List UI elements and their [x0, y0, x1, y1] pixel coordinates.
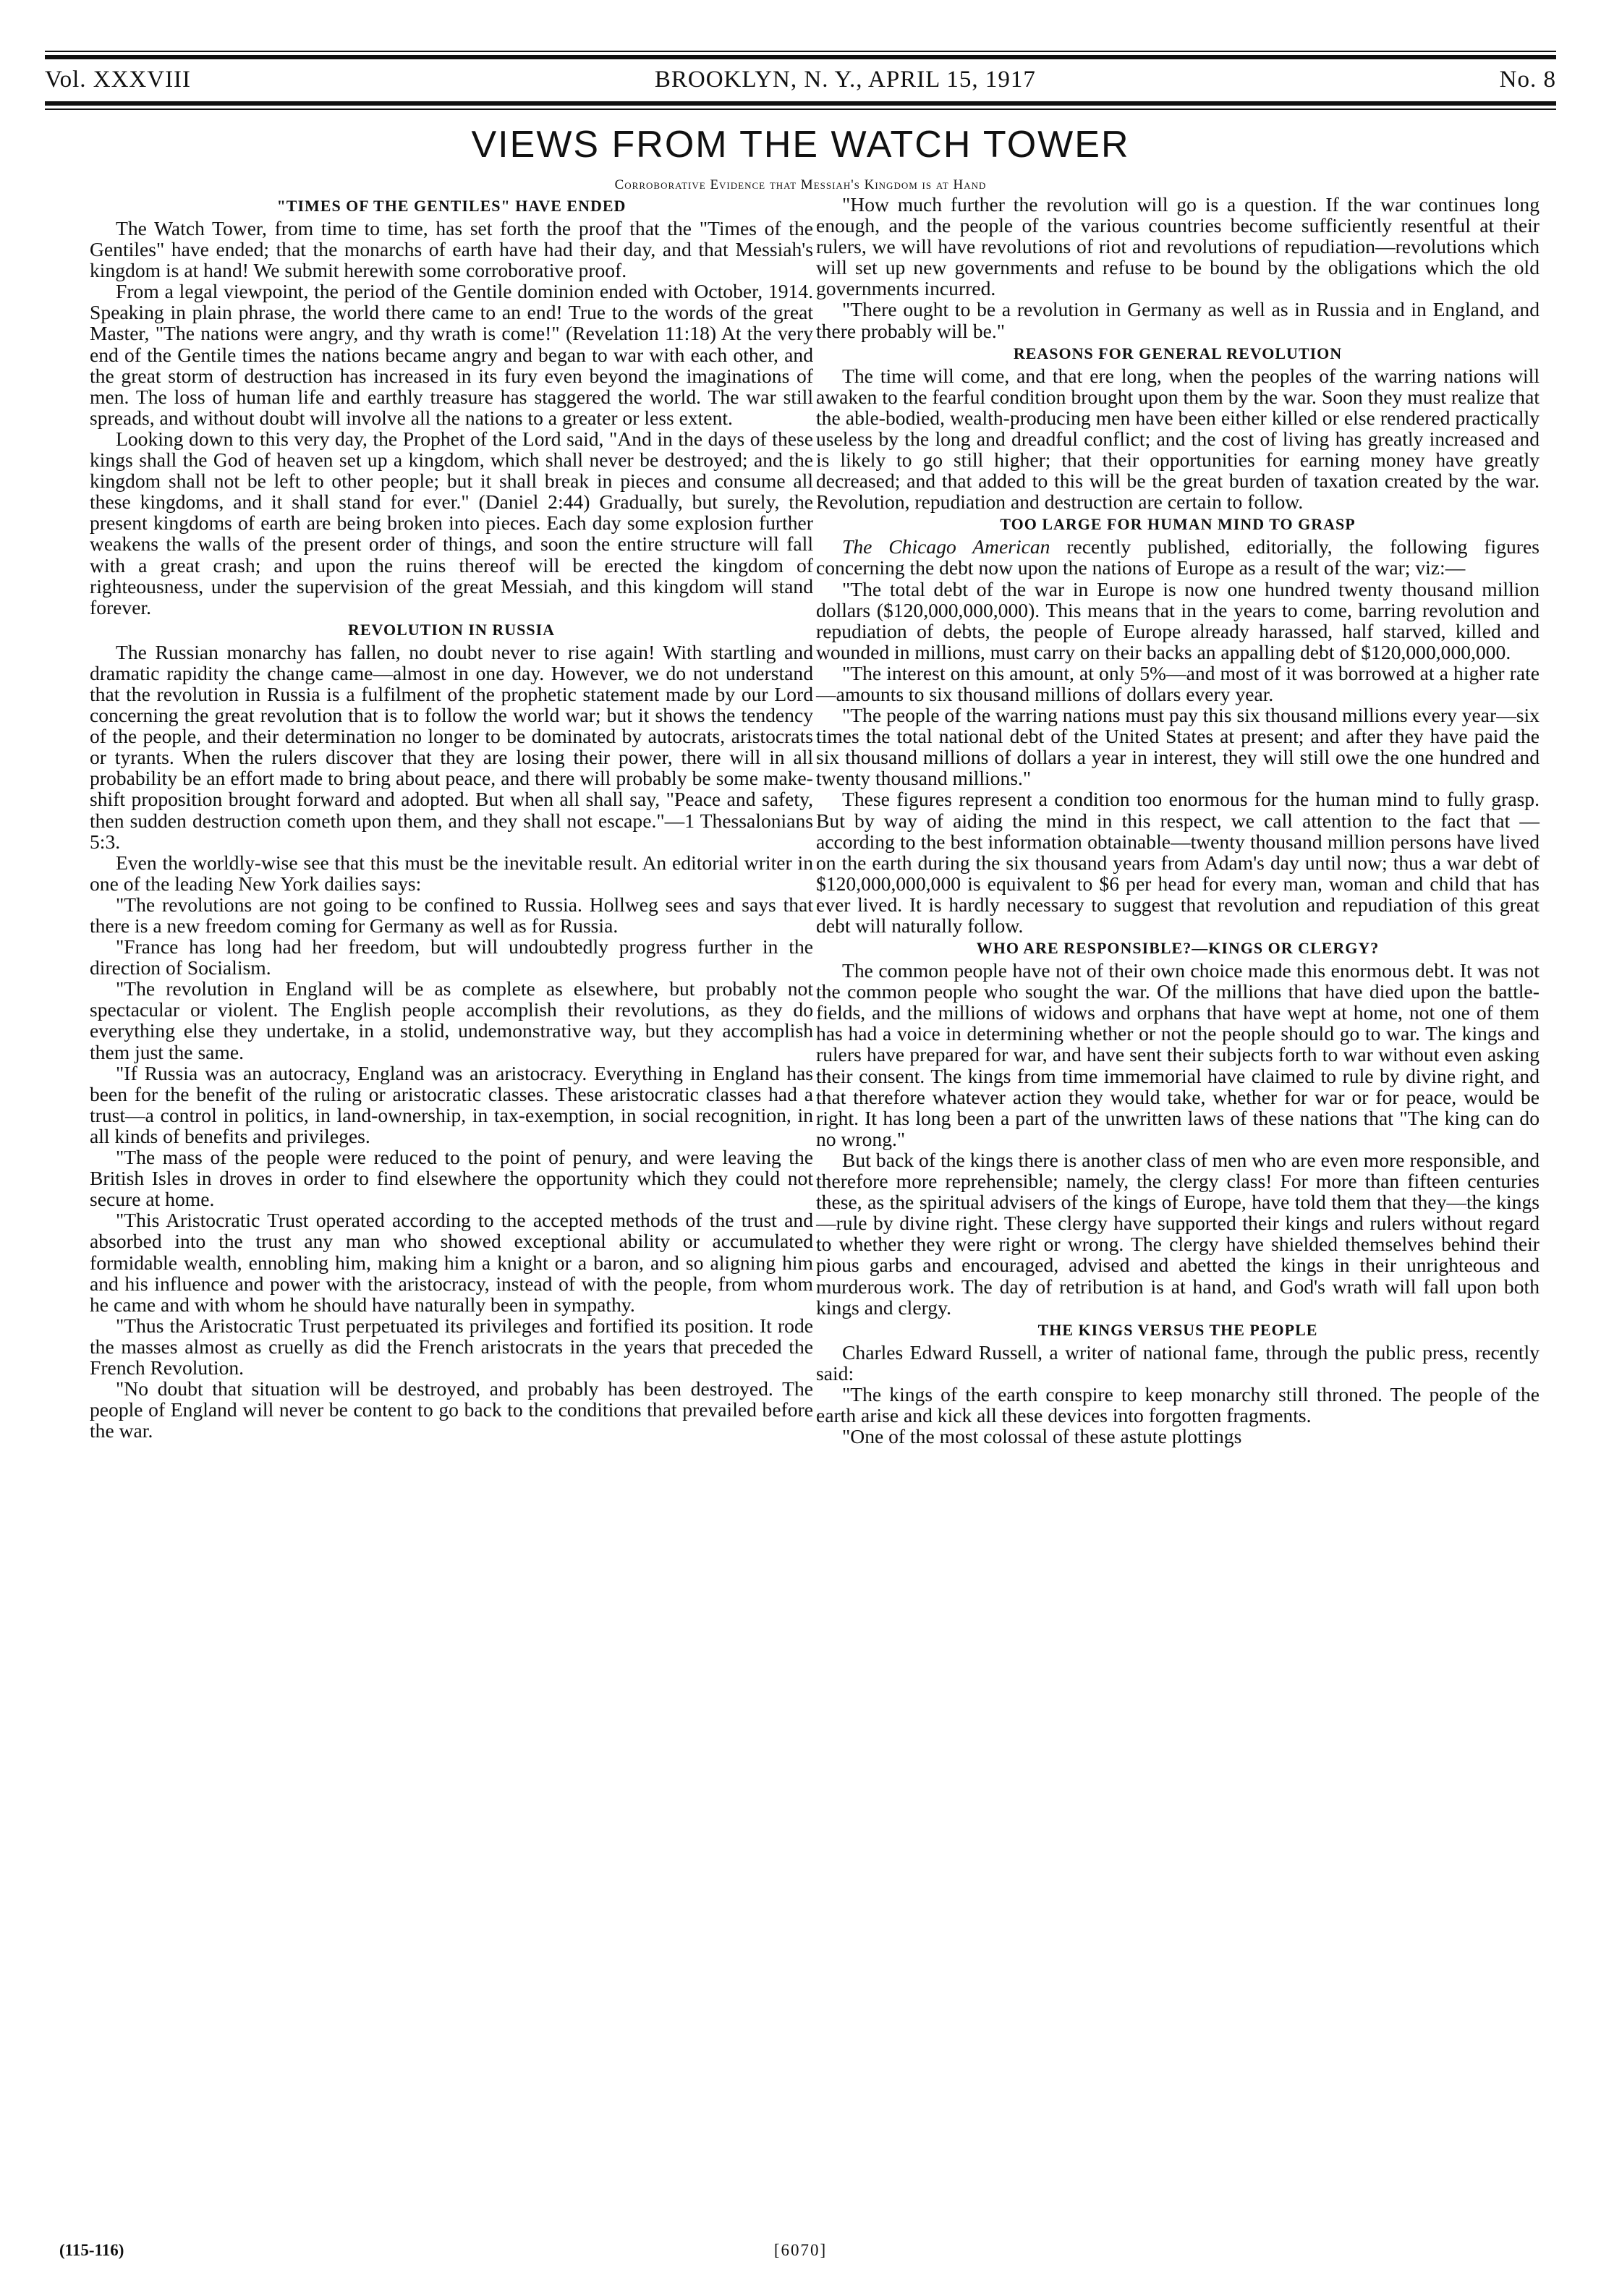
paragraph: The Russian monarchy has fallen, no doubt never to rise again! With startling and dramatic rapidity the change came—almost in one day. However, we do not understand that the revolution in Russia is a fulfilment of the prophetic statement made by our Lord concerning the great revolution that is to follow the world war; but it shows the tendency of the people, and their determination no longer to be dominated by autocrats, aristocrats or tyrants. When the rulers discover that they are losing their power, there will in all probability be an effort made to bring about peace, and there will probably be some make-shift proposition brought forward and adopted. But when all shall say, "Peace and safety, then sudden destruction cometh upon them, and they shall not escape."—1 Thessalonians 5:3.: [90, 640, 813, 853]
page-reference: (115-116): [59, 2241, 124, 2259]
article-subtitle: Corroborative Evidence that Messiah's Kingdom is at Hand: [614, 177, 987, 192]
page-number: [6070]: [773, 2241, 828, 2259]
quote-paragraph: "If Russia was an autocracy, England was an aristocracy. Everything in England has been for the benefit of the ruling or aristocratic classes. These aristocratic classes had a trust—a control in politics, in land-ownership, in tax-exemption, in social recognition, in all kinds of benefits and privileges.: [90, 1061, 813, 1147]
paragraph: The common people have not of their own choice made this enormous debt. It was not the common people who sought the war. Of the millions that have died upon the battle-fields, and the millions of widows and orphans that have wept at home, not one of them has had a voice in determining whether or not the people should go to war. The kings and rulers have prepared for war, and have sent their subjects forth to war without even asking their consent. The kings from time immemorial have claimed to rule by divine right, and that therefore whatever action they would take, whether for war or for peace, would be right. It has long been a part of the unwritten laws of these nations that "The king can do no wrong.": [816, 959, 1540, 1150]
place-date: BROOKLYN, N. Y., APRIL 15, 1917: [654, 66, 1036, 93]
section-heading: THE KINGS VERSUS THE PEOPLE: [1037, 1320, 1318, 1339]
quote-paragraph: "The interest on this amount, at only 5%—and most of it was borrowed at a higher rate—amounts to six thousand millions of dollars every year.: [816, 661, 1540, 705]
page-footer: [45, 2241, 1556, 2267]
quote-paragraph: "The kings of the earth conspire to keep monarchy still throned. The people of the earth arise and kick all these devices into forgotten fragments.: [816, 1382, 1540, 1427]
paragraph: But back of the kings there is another class of men who are even more responsible, and therefore more reprehensible; namely, the clergy class! For more than fifteen centuries these, as the spiritual advisers of the kings of Europe, have told them that they—the kings—rule by divine right. These clergy have supported their kings and rulers without regard to whether they were right or wrong. The clergy have shielded themselves behind their pious garbs and encouraged, advised and abetted the kings in their unrighteous and murderous work. The day of retribution is at hand, and God's wrath will fall upon both kings and clergy.: [816, 1148, 1540, 1319]
publication-name: The Chicago American: [842, 535, 1050, 558]
section-heading: TOO LARGE FOR HUMAN MIND TO GRASP: [1000, 515, 1356, 534]
paragraph: The Watch Tower, from time to time, has set forth the proof that the "Times of the Gentiles" have ended; that the monarchs of earth have had their day, and that Messiah's kingdom is at hand! We submit herewith some corroborative proof.: [90, 217, 813, 282]
quote-paragraph: "The total debt of the war in Europe is now one hundred twenty thousand million dollars ($120,000,000,000). This means that in the years to come, barring revolution and repudiation of debts, the people of Europe already harassed, half starved, killed and wounded in millions, must carry on their backs an appalling debt of $120,000,000,000.: [816, 577, 1540, 663]
section-heading: WHO ARE RESPONSIBLE?—KINGS OR CLERGY?: [976, 939, 1380, 958]
quote-paragraph: "The people of the warring nations must pay this six thousand millions every year—six times the total national debt of the United States at present; and after they have paid the six thousand millions of dollars a year in interest, they will still owe the one hundred and twenty thousand millions.": [816, 704, 1540, 790]
article-title: VIEWS FROM THE WATCH TOWER: [471, 124, 1130, 166]
paragraph: The time will come, and that ere long, when the peoples of the warring nations will awaken to the fearful condition brought upon them by the war. Soon they must realize that the able-bodied, wealth-producing men have been either killed or else rendered practically useless by the long and dreadful conflict; and the cost of living has greatly increased and is likely to go still higher; that their opportunities for earning money have greatly decreased; and that added to this will be the great burden of taxation created by the war. Revolution, repudiation and destruction are certain to follow.: [816, 364, 1540, 514]
paragraph: From a legal viewpoint, the period of the Gentile dominion ended with October, 1914. Speaking in plain phrase, the world there came to an end! True to the words of the great Master, "The nations were angry, and thy wrath is come!" (Revelation 11:18) At the very end of the Gentile times the nations became angry and began to war with each other, and the great storm of destruction has increased in its fury even beyond the imaginations of men. The loss of human life and earthly treasure has staggered the world. The war still spreads, and without doubt will involve all the nations to a greater or less extent.: [90, 280, 813, 429]
volume-label: Vol. XXXVIII: [45, 66, 192, 93]
quote-paragraph: "How much further the revolution will go is a question. If the war continues long enough, and the people of the various countries become sufficiently resentful at their rulers, we will have revolutions of riot and revolutions of repudiation—revolutions which will set up new governments and refuse to be bound by the obligations which the old governments incurred.: [816, 193, 1540, 300]
quote-paragraph: "Thus the Aristocratic Trust perpetuated its privileges and fortified its position. It rode the masses almost as cruelly as did the French aristocrats in the years that preceded the French Revolution.: [90, 1314, 813, 1379]
quote-paragraph: "The revolutions are not going to be confined to Russia. Hollweg sees and says that there is a new freedom coming for Germany as well as for Russia.: [90, 893, 813, 937]
quote-paragraph: "No doubt that situation will be destroyed, and probably has been destroyed. The people of England will never be content to go back to the conditions that prevailed before the war.: [90, 1377, 813, 1442]
quote-paragraph: "The revolution in England will be as complete as elsewhere, but probably not spectacular or violent. The English people accomplish their revolutions, as they do everything else they undertake, in a stolid, undemonstrative way, but they accomplish them just the same.: [90, 977, 813, 1063]
paragraph: Charles Edward Russell, a writer of national fame, through the public press, recently said:: [816, 1340, 1540, 1385]
masthead-rule-thick: [45, 101, 1556, 106]
masthead: [45, 64, 1556, 95]
paragraph-text: recently published, editorially, the following figures concerning the debt now upon the nations of Europe as a result of the war; viz:—: [816, 535, 1540, 579]
top-rule-thin: [45, 51, 1556, 52]
paragraph: These figures represent a condition too enormous for the human mind to fully grasp. But by way of aiding the mind in this respect, we call attention to the fact that —according to the best information obtainable—twenty thousand million persons have lived on the earth during the six thousand years from Adam's day until now; thus a war debt of $120,000,000,000 is equivalent to $6 per head for every man, woman and child that has ever lived. It is hardly necessary to suggest that revolution and repudiation of this great debt will naturally follow.: [816, 788, 1540, 937]
quote-paragraph: "This Aristocratic Trust operated according to the accepted methods of the trust and absorbed into the trust any man who showed exceptional ability or accumulated formidable wealth, ennobling him, making him a knight or a baron, and so aligning him and his influence and power with the aristocracy, instead of with the people, from whom he came and with whom he should have naturally been in sympathy.: [90, 1209, 813, 1316]
section-heading: REASONS FOR GENERAL REVOLUTION: [1013, 344, 1343, 362]
quote-paragraph: "The mass of the people were reduced to the point of penury, and were leaving the British Isles in droves in order to find elsewhere the opportunity which they could not secure at home.: [90, 1146, 813, 1211]
issue-number: No. 8: [1499, 66, 1556, 93]
paragraph: [816, 536, 1540, 578]
section-heading: REVOLUTION IN RUSSIA: [347, 620, 556, 639]
paragraph: Looking down to this very day, the Prophet of the Lord said, "And in the days of these kings shall the God of heaven set up a kingdom, which shall never be destroyed; and the kingdom shall not be left to other people; but it shall break in pieces and consume all these kingdoms, and it shall stand for ever." (Daniel 2:44) Gradually, but surely, the present kingdoms of earth are being broken into pieces. Each day some explosion further weakens the walls of the present order of things, and soon the entire structure will fall with a great crash; and upon the ruins thereof will be erected the kingdom of righteousness, under the supervision of the great Messiah, and this kingdom will stand forever.: [90, 427, 813, 618]
paragraph: Even the worldly-wise see that this must be the inevitable result. An editorial writer in one of the leading New York dailies says:: [90, 851, 813, 895]
quote-paragraph: "France has long had her freedom, but will undoubtedly progress further in the direction of Socialism.: [90, 935, 813, 979]
left-column: [90, 194, 813, 1441]
masthead-rule-thin: [45, 109, 1556, 110]
quote-paragraph: "One of the most colossal of these astute plottings: [842, 1425, 1242, 1448]
quote-paragraph: "There ought to be a revolution in Germany as well as in Russia and in England, and there probably will be.": [816, 298, 1540, 342]
right-column: [816, 194, 1540, 1447]
section-heading: "TIMES OF THE GENTILES" HAVE ENDED: [276, 197, 627, 215]
top-rule-thick: [45, 55, 1556, 59]
